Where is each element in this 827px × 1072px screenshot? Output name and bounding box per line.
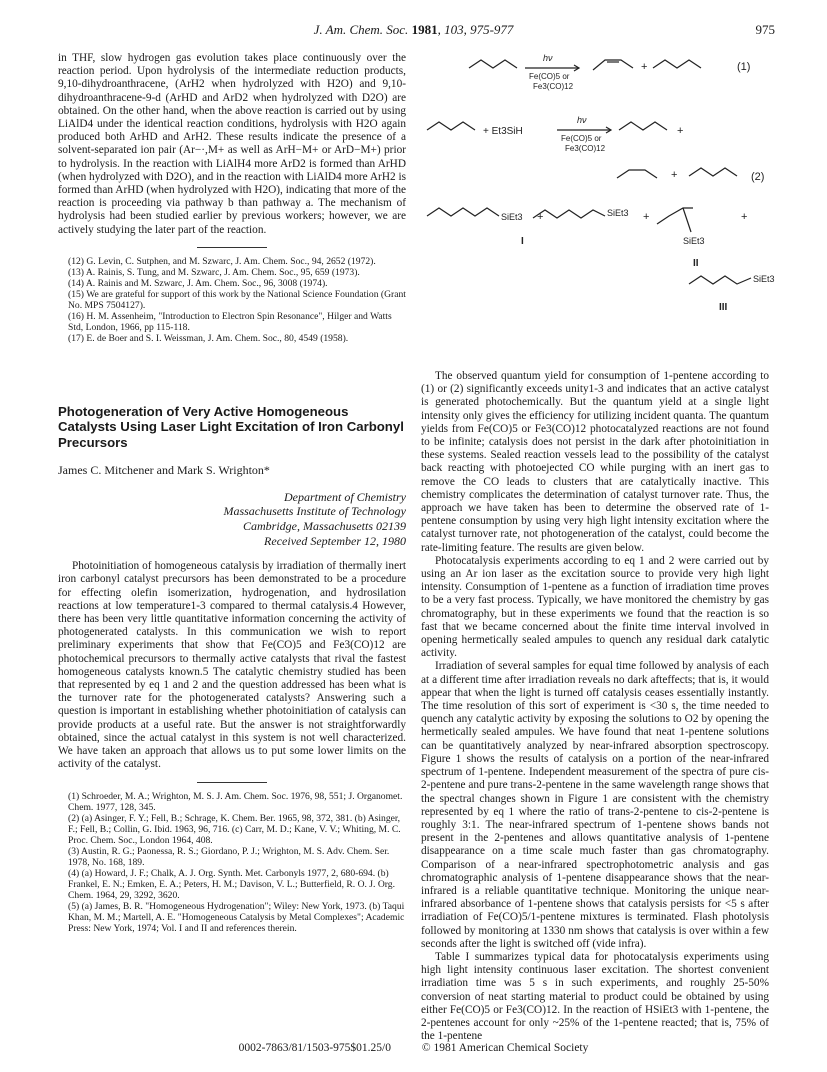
silane-I-structure bbox=[427, 208, 499, 216]
body-paragraph: Irradiation of several samples for equal time followed by analysis of each at a different time after irradiation reveals no dark afteffects; that is, it would appear that when the light is turned off catalysis ceases essentially instantly. The time resolution of this sort of experiment is <30 s, the time needed to quench any catalytic activity by exposing the solutions to O2 by opening the hermetically sealed ampules. We have found that neat 1-pentene solutions can be quantitatively analyzed by near-infrared absorption spectroscopy. Figure 1 shows the results of catalysis on a portion of the near-infrared spectrum of 1-pentene. Independent measurement of the spectra of pure cis-2-pentene and pure trans-2-pentene in the same wavelength range shows that the spectral changes shown in Figure 1 are consistent with the chemistry represented by eq 1 where the ratio of trans-2-pentene to cis-2-pentene is roughly 3:1. The near-infrared spectrum of 1-pentene shows bands not present in the 2-pentenes and allows quantitative analysis of 1-pentene disappearance on a time scale much faster than gas chromatography. Comparison of a near-infrared spectrophotometric analysis and gas chromatographic analysis of 1-pentene disappearance shows that the near-infrared is a reliable quantitative technique. Monitoring the unique near-infrared absorbance of 1-pentene shows that catalysis persists for <5 s after irradiation of Fe(CO)5/1-pentene mixtures is terminated. Flash photolysis followed by monitoring at 1330 nm shows that catalysis is over within a few seconds after the light is switched off (vide infra). bbox=[421, 660, 769, 950]
body-paragraph: Photocatalysis experiments according to eq 1 and 2 were carried out by using an Ar ion laser as the excitation source to provide very high light intensity. Consumption of 1-pentene as a function of irradiation time proves to be a very fast process. Typically, we have monitored the chemistry by gas chromatography, but in these experiments we found that the reaction is so fast that we became concerned about the finite time interval involved in opening hermetically sealed ampules to quench any residual dark catalytic activity. bbox=[421, 554, 769, 660]
affiliation-line: Massachusetts Institute of Technology bbox=[223, 504, 406, 519]
journal-volume-pages: , 103, 975-977 bbox=[437, 22, 514, 37]
body-paragraph: Table I summarizes typical data for photocatalysis experiments using high light intensity continuous laser excitation. The shortest convenient irradiation time was 5 s in such experiments, and roughly 25-50% conversion of neat starting material to product could be obtained by using either Fe(CO)5 or Fe3(CO)12. In the reaction of HSiEt3 with 1-pentene, the 2-pentenes account for only ~25% of the 1-pentene reacted; that is, 75% of the 1-pentene bbox=[421, 950, 769, 1043]
pentene-structure bbox=[469, 60, 517, 68]
catalyst-label: Fe(CO)5 or bbox=[529, 72, 570, 81]
footnote: (3) Austin, R. G.; Paonessa, R. S.; Giordano, P. J.; Wrighton, M. S. Adv. Chem. Ser. 1978, No. 168, 189. bbox=[68, 845, 390, 868]
plus-sign: + bbox=[643, 211, 650, 223]
substituent-label: SiEt3 bbox=[753, 274, 775, 284]
footnote: (16) H. M. Assenheim, "Introduction to Electron Spin Resonance", Hilger and Watts Std, London, 1966, pp 115-118. bbox=[68, 310, 392, 333]
substituent-label: SiEt3 bbox=[607, 208, 629, 218]
pentene-structure bbox=[427, 122, 475, 130]
compound-label: II bbox=[693, 258, 699, 269]
silane-structure bbox=[533, 210, 605, 218]
received-date: Received September 12, 1980 bbox=[264, 534, 406, 549]
hv-label: hν bbox=[577, 115, 587, 125]
article-code: 0002-7863/81/1503-975$01.25/0 bbox=[238, 1042, 391, 1054]
cis-pentene-structure bbox=[617, 170, 657, 178]
plus-sign: + bbox=[537, 211, 544, 223]
reaction-scheme bbox=[421, 48, 781, 363]
trans-pentene-structure bbox=[653, 60, 701, 68]
plus-sign: + bbox=[741, 211, 748, 223]
top-footnotes bbox=[58, 256, 406, 344]
journal-name: J. Am. Chem. Soc. bbox=[313, 22, 409, 37]
compound-label: III bbox=[719, 302, 728, 313]
right-column bbox=[421, 370, 769, 1043]
plus-sign: + bbox=[641, 61, 648, 73]
substituent-label: SiEt3 bbox=[501, 212, 523, 222]
plus-sign: + bbox=[671, 169, 678, 181]
journal-year: 1981 bbox=[411, 22, 438, 37]
affiliation-line: Department of Chemistry bbox=[284, 489, 406, 504]
catalyst-label: Fe3(CO)12 bbox=[533, 82, 574, 91]
article-affiliation bbox=[58, 490, 406, 534]
footnote-divider bbox=[197, 247, 267, 248]
footnote: (1) Schroeder, M. A.; Wrighton, M. S. J. Am. Chem. Soc. 1976, 98, 551; J. Organomet. Chem. 1977, 128, 345. bbox=[68, 790, 403, 813]
footnote: (2) (a) Asinger, F. Y.; Fell, B.; Schrage, K. Chem. Ber. 1965, 98, 372, 381. (b) Asinger, F.; Fell, B.; Collin, G. Ibid. 1963, 96, 716. (c) Carr, M. D.; Kane, V. V.; Whiting, M. C. Proc. Chem. Soc., London 1964, 408. bbox=[68, 812, 401, 846]
equation-number: (1) bbox=[737, 61, 751, 73]
substituent-label: SiEt3 bbox=[683, 236, 705, 246]
footnote: (15) We are grateful for support of this work by the National Science Foundation (Grant No. MPS 7504127). bbox=[68, 288, 406, 311]
reaction-scheme-svg bbox=[421, 48, 781, 363]
copyright: © 1981 American Chemical Society bbox=[421, 1042, 589, 1054]
page-footer bbox=[0, 1042, 827, 1054]
footnote-divider bbox=[197, 782, 267, 783]
compound-label: I bbox=[521, 236, 524, 247]
reagent-label: + Et3SiH bbox=[483, 126, 523, 137]
bottom-footnotes bbox=[58, 791, 406, 934]
footnote: (12) G. Levin, C. Sutphen, and M. Szwarc, J. Am. Chem. Soc., 94, 2652 (1972). bbox=[68, 255, 376, 267]
continued-paragraph: in THF, slow hydrogen gas evolution takes place continuously over the reaction period. Upon hydrolysis of the intermediate reduction products, 9,10-dihydroanthracene, (ArH2 when hydrolyzed with H2O) and 9,10-dihydroanthracene-9-d (ArHD and ArD2 when hydrolyzed with D2O) are obtained. On the other hand, when the above reaction is carried out by using LiAlD4 under the identical reaction conditions, hydrolysis with H2O again produced both ArHD and ArH2. These results indicate the presence of a solvent-separated ion pair (Ar−·,M+ as well as ArH−M+ or ArD−M+) prior to hydrolysis. In the reaction with LiAlH4 more ArD2 is formed than ArHD (when hydrolyzed with D2O), and in the reaction with LiAlD4 more ArH2 is formed than ArHD (when hydrolyzed with H2O), indicating that more of the reaction is proceeding via pathway b than pathway a. The mechanism of hydrolysis had been studied earlier by previous workers; however, we are actively studying the later part of the reaction. bbox=[58, 52, 406, 236]
journal-citation bbox=[0, 22, 827, 38]
affiliation-line: Cambridge, Massachusetts 02139 bbox=[243, 518, 406, 533]
plus-sign: + bbox=[677, 125, 684, 137]
catalyst-label: Fe3(CO)12 bbox=[565, 144, 606, 153]
article-title: Photogeneration of Very Active Homogeneous Catalysts Using Laser Light Excitation of Iron Carbonyl Precursors bbox=[58, 403, 404, 450]
catalyst-label: Fe(CO)5 or bbox=[561, 134, 602, 143]
footnote: (5) (a) James, B. R. "Homogeneous Hydrogenation"; Wiley: New York, 1973. (b) Taqui Khan, M. M.; Martell, A. E. "Homogeneous Catalysis by Metal Complexes"; Academic Press: New York, 1974; Vol. I and II and references therein. bbox=[68, 900, 405, 934]
footnote: (17) E. de Boer and S. I. Weissman, J. Am. Chem. Soc., 80, 4549 (1958). bbox=[68, 332, 349, 344]
trans-pentene-structure bbox=[689, 168, 737, 176]
hv-label: hν bbox=[543, 53, 553, 63]
article-authors: James C. Mitchener and Mark S. Wrighton* bbox=[58, 463, 270, 478]
running-header bbox=[0, 18, 827, 40]
footnote: (14) A. Rainis and M. Szwarc, J. Am. Chem. Soc., 96, 3008 (1974). bbox=[68, 277, 328, 289]
body-paragraph: The observed quantum yield for consumption of 1-pentene according to (1) or (2) significantly exceeds unity1-3 and indicates that an active catalyst is generated photochemically. But the quantum yield at a single light intensity only gives the efficiency for utilizing incident quanta. The quantum yields from Fe(CO)5 or Fe3(CO)12 photocatalyzed reactions are not found to be infinite; catalysis does not persist in the dark after photoinitiation in these systems. Sealed reaction vessels lead to the possibility of the catalyst back reacting with photoejected CO while purging with an inert gas to remove the CO leads to clusters that are catalytically inactive. This chemistry complicates the determination of catalyst turnover rate. Thus, the approach we have taken has been to determine the observed rate of 1-pentene consumption by using very high light intensity excitation where the catalyst turnover rate, not photogeneration of the catalyst, could become the rate-limiting feature. The results are given below. bbox=[421, 370, 769, 554]
pentene-structure bbox=[619, 122, 667, 130]
footnote: (13) A. Rainis, S. Tung, and M. Szwarc, J. Am. Chem. Soc., 95, 659 (1973). bbox=[68, 266, 360, 278]
footnote: (4) (a) Howard, J. F.; Chalk, A. J. Org. Synth. Met. Carbonyls 1977, 2, 680-694. (b) Frankel, E. N.; Emken, E. A.; Peters, H. M.; Davison, V. L.; Butterfield, R. O. J. Org. Chem. 1964, 29, 3292, 3620. bbox=[68, 867, 395, 901]
body-paragraph: Photoinitiation of homogeneous catalysis by irradiation of thermally inert iron carbonyl catalyst precursors has been demonstrated to be a procedure for effecting olefin isomerization, hydrogenation, and hydrosilation reactions at low temperature1-3 compared to thermal catalysis.4 However, there has been very little quantitative information concerning the activity of photogenerated catalysts. In this communication we wish to report preliminary experiments that show that Fe(CO)5 and Fe3(CO)12 are photochemical precursors to thermally active catalysts that rival the fastest homogeneous catalysts known.5 The catalytic chemistry studied has been that represented by eq 1 and 2 and the question addressed has been what is the turnover rate for the photogenerated catalysts? Answering such a question is important in establishing whether photoinitiation of catalysis can provide products at a useful rate. But the answer is not straightforwardly obtained, since the actual catalyst in this system is not well characterized. We have taken an approach that allows us to put some lower limits on the activity of the catalyst. bbox=[58, 560, 406, 771]
silane-III-structure bbox=[689, 276, 751, 284]
left-column bbox=[58, 52, 406, 934]
page-number: 975 bbox=[755, 22, 775, 37]
equation-number: (2) bbox=[751, 171, 765, 183]
